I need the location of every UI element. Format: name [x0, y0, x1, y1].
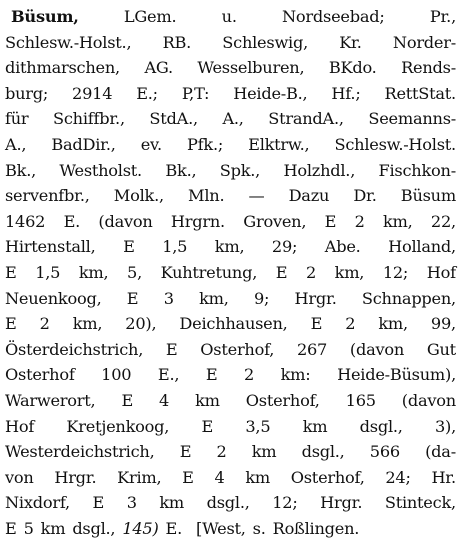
entry-line — [5, 158, 456, 184]
entry-word: 2 — [305, 262, 317, 282]
entry-word: E — [92, 493, 105, 513]
entry-word: RB. — [162, 32, 192, 52]
entry-word: Molk., — [113, 186, 164, 206]
entry-word: [West, — [196, 518, 246, 538]
entry-word: Hf.; — [331, 83, 361, 103]
entry-word: 165 — [345, 390, 376, 410]
entry-word: 29; — [271, 237, 298, 257]
entry-line — [5, 311, 456, 337]
entry-word: Osterhof, — [200, 339, 275, 359]
entry-word: Kretjenkoog, — [66, 416, 170, 436]
entry-word: (davon — [98, 211, 153, 231]
entry-word: E — [179, 442, 192, 462]
entry-word: Rends- — [401, 58, 456, 78]
entry-word: 1,5 — [35, 262, 61, 282]
entry-word: Schnappen, — [361, 288, 456, 308]
entry-word: Westholst. — [59, 160, 142, 180]
entry-word: Abe. — [324, 237, 361, 257]
entry-word: Büsum — [400, 186, 456, 206]
entry-word: E. — [165, 518, 182, 538]
entry-line — [5, 30, 456, 56]
entry-word: Österdeichstrich, — [5, 339, 144, 359]
entry-word: E — [5, 262, 17, 282]
entry-word: E — [165, 339, 178, 359]
entry-line — [5, 516, 456, 541]
entry-line — [5, 490, 456, 516]
entry-word: Nixdorf, — [5, 493, 70, 513]
entry-word: 3), — [434, 416, 456, 436]
entry-word: Dazu — [288, 186, 330, 206]
entry-word: Schlesw.-Holst., — [5, 32, 132, 52]
entry-word: Kr. — [339, 32, 362, 52]
entry-word: Deichhausen, — [179, 314, 288, 334]
entry-word: Osterhof, — [245, 390, 320, 410]
entry-line — [5, 260, 456, 286]
entry-word: Heide-Büsum), — [337, 365, 456, 385]
entry-word: E — [324, 211, 337, 231]
entry-word: km — [251, 442, 277, 462]
entry-word: Bk., — [5, 160, 36, 180]
entry-word: 2 — [243, 365, 255, 385]
entry-word: km, — [72, 314, 103, 334]
entry-word: dsgl., — [301, 442, 345, 462]
entry-word: s. — [252, 518, 266, 538]
entry-word: Hr. — [431, 467, 456, 487]
entry-word: 1462 — [5, 211, 46, 231]
entry-word: 4 — [159, 390, 170, 410]
entry-word: A., — [5, 134, 27, 154]
entry-line — [5, 234, 456, 260]
entry-word: Hrgr. — [320, 493, 363, 513]
entry-word: StdA., — [149, 109, 198, 129]
entry-word: Dr. — [353, 186, 377, 206]
entry-word: 2 — [345, 314, 356, 334]
entry-line — [5, 132, 456, 158]
entry-line — [5, 337, 456, 363]
entry-line — [5, 55, 456, 81]
entry-word: 12; — [272, 493, 298, 513]
entry-word: 24; — [385, 467, 411, 487]
entry-word: km — [302, 416, 328, 436]
entry-word: P,T: — [181, 83, 210, 103]
entry-word: Westerdeichstrich, — [5, 442, 155, 462]
entry-word: Osterhof, — [290, 467, 365, 487]
entry-word: 2 — [39, 314, 50, 334]
entry-word: 3 — [126, 493, 137, 513]
entry-word: Spk., — [219, 160, 261, 180]
entry-word: StrandA., — [268, 109, 344, 129]
entry-word: u. — [221, 7, 237, 26]
entry-word: 5, — [127, 262, 142, 282]
entry-word: km — [159, 493, 185, 513]
entry-word: Schlesw.-Holst. — [334, 134, 456, 154]
entry-word: Norder- — [392, 32, 456, 52]
entry-word: 2914 — [72, 83, 113, 103]
entry-word: 5 — [23, 518, 34, 538]
entry-word: Hrgrn. — [170, 211, 225, 231]
entry-word: 2 — [216, 442, 227, 462]
headword: Büsum, — [11, 7, 79, 26]
entry-word: ev. — [140, 134, 162, 154]
entry-word: km: — [280, 365, 311, 385]
entry-word: 3 — [163, 288, 174, 308]
entry-line — [5, 106, 456, 132]
entry-line — [5, 362, 456, 388]
entry-word: Hof — [426, 262, 456, 282]
entry-word: km, — [382, 211, 413, 231]
entry-word: AG. — [144, 58, 173, 78]
entry-word: Krim, — [117, 467, 162, 487]
entry-line — [5, 4, 456, 30]
entry-word: A., — [222, 109, 244, 129]
entry-word: km — [195, 390, 220, 410]
entry-word: burg; — [5, 83, 49, 103]
entry-line — [5, 286, 456, 312]
entry-word: E — [126, 288, 139, 308]
entry-word: E., — [157, 365, 180, 385]
entry-word: E.; — [136, 83, 158, 103]
entry-word: Gut — [426, 339, 456, 359]
entry-word: Elktrw., — [248, 134, 310, 154]
entry-word: Hrgr. — [294, 288, 337, 308]
entry-word: für — [5, 109, 29, 129]
entry-word: Hof — [5, 416, 35, 436]
entry-word: km, — [78, 262, 109, 282]
entry-word: Seemanns- — [368, 109, 456, 129]
entry-word: 4 — [214, 467, 225, 487]
entry-word: Pfk.; — [187, 134, 224, 154]
entry-word: 99, — [430, 314, 456, 334]
entry-word: dsgl., — [72, 518, 116, 538]
entry-word: Kuhtretung, — [160, 262, 258, 282]
entry-word: dsgl., — [359, 416, 403, 436]
entry-word: E — [5, 314, 17, 334]
entry-word: 22, — [430, 211, 456, 231]
entry-word: E — [182, 467, 194, 487]
entry-word: Holland, — [388, 237, 456, 257]
entry-word: LGem. — [123, 7, 177, 26]
entry-word: Nordseebad; — [282, 7, 385, 26]
entry-word: E — [310, 314, 323, 334]
entry-word: E — [201, 416, 214, 436]
entry-word: E — [5, 518, 17, 538]
entry-word: (davon — [401, 390, 456, 410]
entry-word: km, — [214, 237, 245, 257]
entry-word: RettStat. — [384, 83, 456, 103]
entry-word: Neuenkoog, — [5, 288, 102, 308]
entry-word: 145) — [122, 518, 159, 538]
entry-line — [5, 465, 456, 491]
entry-word: Holzhdl., — [283, 160, 356, 180]
entry-word: Hrgr. — [54, 467, 97, 487]
entry-word: dithmarschen, — [5, 58, 120, 78]
entry-word: (da- — [425, 442, 456, 462]
entry-word: von — [5, 467, 34, 487]
entry-line — [5, 388, 456, 414]
entry-word: Groven, — [243, 211, 307, 231]
entry-word: 100 — [101, 365, 132, 385]
entry-word: Roßlingen. — [272, 518, 360, 538]
entry-word: Wesselburen, — [197, 58, 305, 78]
entry-word: E — [123, 237, 135, 257]
entry-word: Mln. — [188, 186, 225, 206]
entry-word: Schleswig, — [222, 32, 308, 52]
entry-line — [5, 439, 456, 465]
entry-word: BadDir., — [51, 134, 116, 154]
entry-word: 267 — [296, 339, 328, 359]
entry-word: km — [40, 518, 66, 538]
entry-word: km, — [378, 314, 408, 334]
entry-line — [5, 414, 456, 440]
entry-line — [5, 183, 456, 209]
entry-word: Pr., — [429, 7, 456, 26]
entry-word: km, — [334, 262, 365, 282]
entry-word: 1,5 — [162, 237, 188, 257]
entry-word: Osterhof — [5, 365, 75, 385]
entry-word: E. — [63, 211, 81, 231]
entry-word: E — [121, 390, 134, 410]
entry-word: Bk., — [165, 160, 197, 180]
entry-word: servenfbr., — [5, 186, 90, 206]
entry-word: (davon — [349, 339, 405, 359]
entry-word: Hirtenstall, — [5, 237, 96, 257]
entry-word: 20), — [125, 314, 157, 334]
entry-word: 3,5 — [245, 416, 271, 436]
entry-word: 12; — [382, 262, 409, 282]
entry-word: Schiffbr., — [52, 109, 125, 129]
entry-word: km — [245, 467, 270, 487]
entry-line — [5, 81, 456, 107]
entry-word: 2 — [354, 211, 365, 231]
entry-word: — — [248, 186, 265, 206]
entry-word: dsgl., — [206, 493, 250, 513]
entry-word: 9; — [253, 288, 270, 308]
entry-word: Heide-B., — [233, 83, 308, 103]
entry-word: BKdo. — [328, 58, 377, 78]
entry-word: Fischkon- — [378, 160, 456, 180]
entry-word: km, — [199, 288, 229, 308]
entry-word: Stinteck, — [384, 493, 456, 513]
entry-word: Warwerort, — [5, 390, 96, 410]
entry-word: 566 — [369, 442, 400, 462]
entry-line — [5, 209, 456, 235]
entry-word: E — [275, 262, 288, 282]
entry-word: E — [205, 365, 218, 385]
